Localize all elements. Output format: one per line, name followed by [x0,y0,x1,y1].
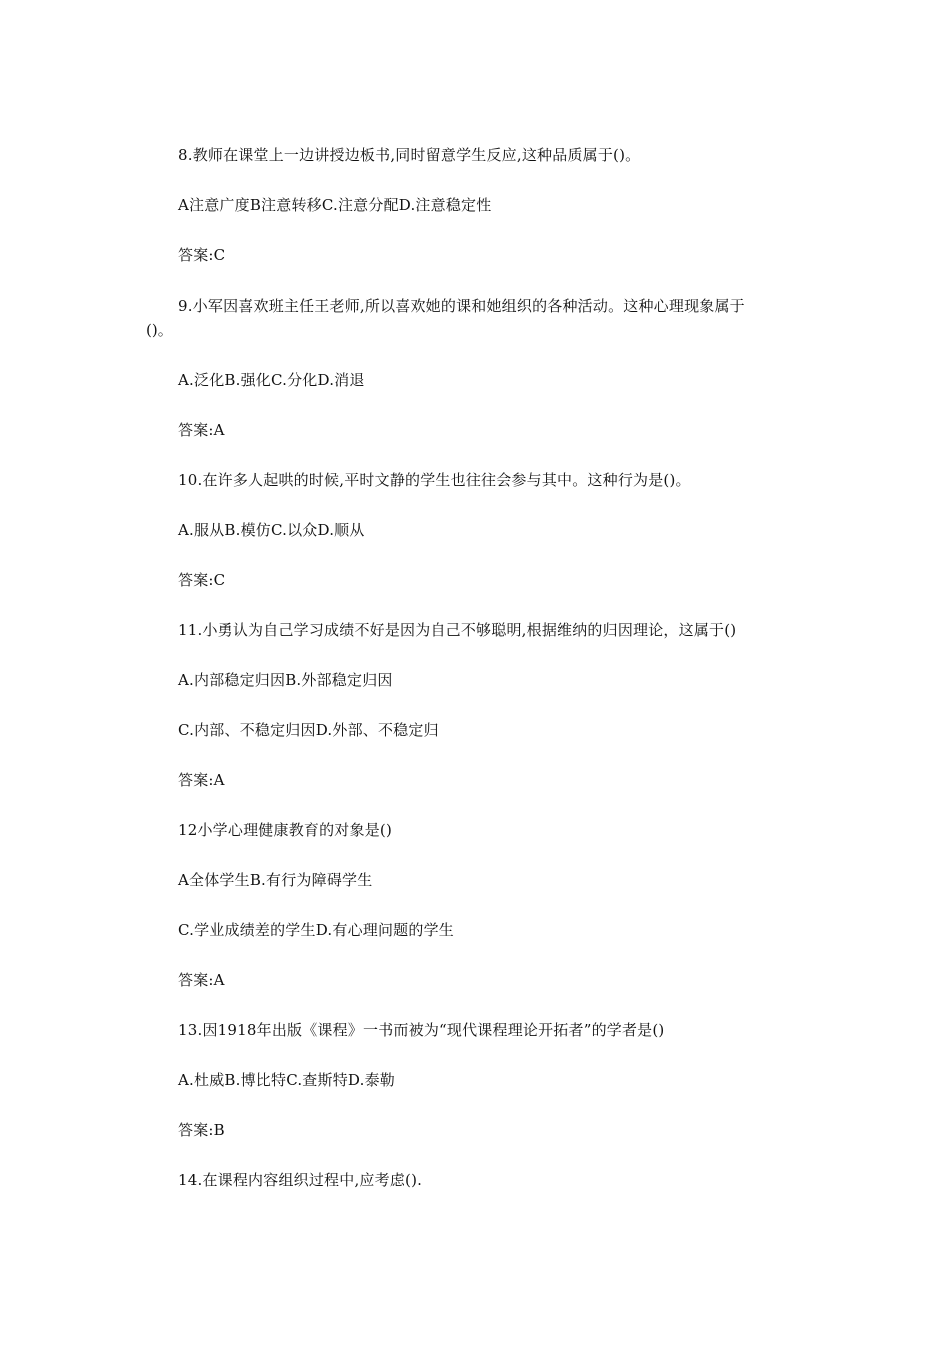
question-9-options: A.泛化B.强化C.分化D.消退 [178,371,365,389]
question-12-stem: 12小学心理健康教育的对象是() [178,821,392,839]
question-11-stem: 11.小勇认为自己学习成绩不好是因为自己不够聪明,根据维纳的归因理论，这属于() [178,621,737,639]
question-11-options-row-2: C.内部、不稳定归因D.外部、不稳定归 [178,721,439,739]
question-13-stem: 13.因1918年出版《课程》一书而被为“现代课程理论开拓者”的学者是() [178,1021,665,1039]
question-13-answer: 答案:B [178,1121,225,1139]
question-11-answer: 答案:A [178,771,225,789]
question-12-answer: 答案:A [178,971,225,989]
question-10-answer: 答案:C [178,571,226,589]
question-8-stem: 8.教师在课堂上一边讲授边板书,同时留意学生反应,这种品质属于()。 [178,146,641,164]
question-10-options: A.服从B.模仿C.以众D.顺从 [178,521,365,539]
question-12-options-row-2: C.学业成绩差的学生D.有心理问题的学生 [178,921,454,939]
question-9-answer: 答案:A [178,421,225,439]
question-10-stem: 10.在许多人起哄的时候,平时文静的学生也往往会参与其中。这种行为是()。 [178,471,691,489]
question-8-options: A注意广度B注意转移C.注意分配D.注意稳定性 [178,196,492,214]
question-12-options-row-1: A全体学生B.有行为障碍学生 [178,871,373,889]
question-9-stem: 9.小军因喜欢班主任王老师,所以喜欢她的课和她组织的各种活动。这种心理现象属于 [178,297,745,315]
question-13-options: A.杜威B.博比特C.查斯特D.泰勒 [178,1071,395,1089]
question-11-options-row-1: A.内部稳定归因B.外部稳定归因 [178,671,393,689]
question-8-answer: 答案:C [178,246,226,264]
question-9-stem-continuation: ()。 [146,321,173,339]
question-14-stem: 14.在课程内容组织过程中,应考虑(). [178,1171,423,1189]
